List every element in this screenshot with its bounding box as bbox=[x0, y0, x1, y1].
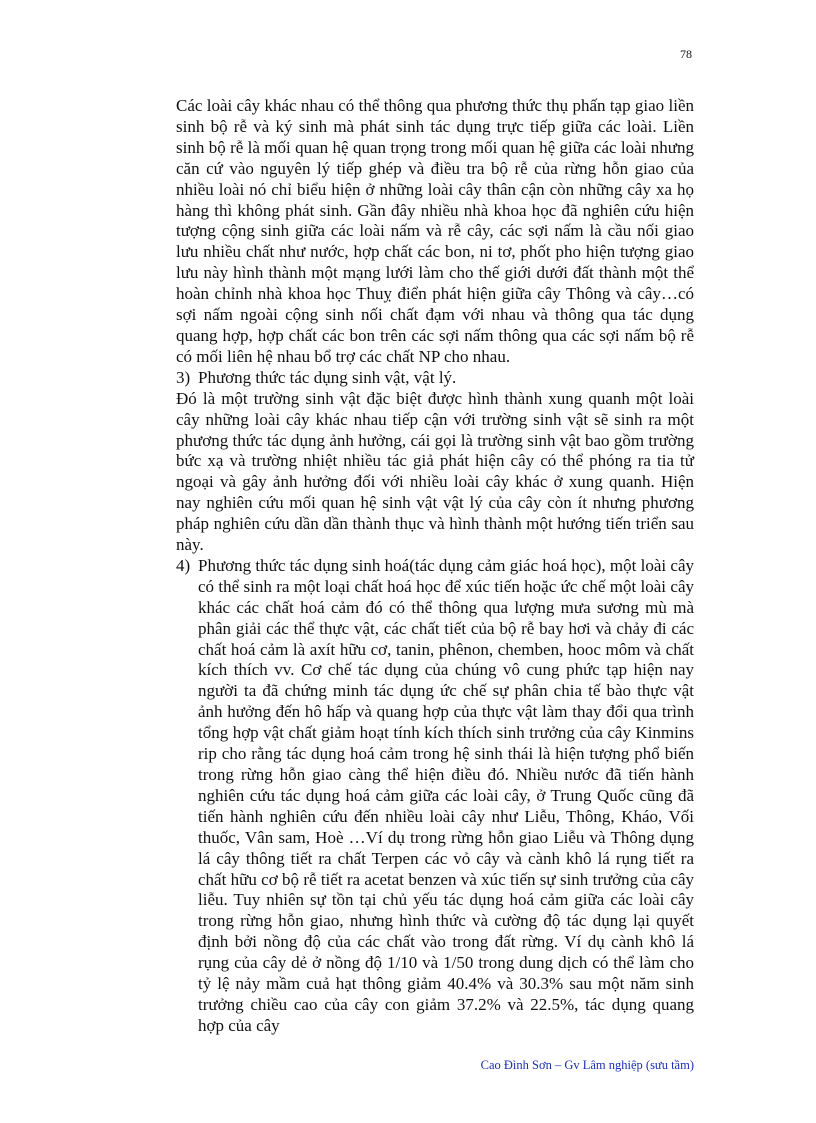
list-heading-3: Phương thức tác dụng sinh vật, vật lý. bbox=[198, 367, 457, 387]
list-item-3 bbox=[176, 368, 694, 389]
paragraph-biophysical: Đó là một trường sinh vật đặc biệt được hình thành xung quanh một loài cây những loài cây khác nhau tiếp cận với trường sinh vật sẽ sinh ra một phương thức tác dụng ảnh hưởng, cái gọi là trường sinh vật bao gồm trường bức xạ và trường nhiệt nhiều tác giả phát hiện cây có thể phóng ra tia tử ngoại và gây ảnh hưởng đối với nhiều loài cây khác ở xung quanh. Hiện nay nghiên cứu mối quan hệ sinh vật vật lý của cây còn ít nhưng phương pháp nghiên cứu dần dần thành thục và hình thành một hướng tiến triển sau này. bbox=[176, 388, 694, 555]
list-item-4 bbox=[176, 556, 694, 1037]
page-body bbox=[176, 96, 694, 1037]
list-text-4: Phương thức tác dụng sinh hoá(tác dụng cảm giác hoá học), một loài cây có thể sinh ra một loại chất hoá học để xúc tiến hoặc ức chế một loài cây khác các chất hoá cảm đó có thể thông qua lượng mưa sương mù mà phân giải các thể thực vật, các chất tiết của bộ rễ bay hơi và chảy đi các chất hoá cảm là axít hữu cơ, tanin, phênon, chemben, hooc môm và chất kích thích vv. Cơ chế tác dụng của chúng vô cung phức tạp hiện nay người ta đã chứng minh tác dụng ức chế sự phân chia tế bào thực vật ảnh hưởng đến hô hấp và quang hợp của thực vật làm thay đổi qua trình tổng hợp vật chất giảm hoạt tính kích thích sinh trưởng của cây Kinmins rip cho rằng tác dụng hoá cảm trong hệ sinh thái là hiện tượng phổ biến trong rừng hỗn giao càng thể hiện điều đó. Nhiều nước đã tiến hành nghiên cứu tác dụng hoá cảm giữa các loài cây, ở Trung Quốc cũng đã tiến hành nghiên cứu đến nhiều loài cây như Liễu, Thông, Kháo, Vối thuốc, Vân sam, Hoè …Ví dụ trong rừng hỗn giao Liễu và Thông dụng lá cây thông tiết ra chất Terpen các vỏ cây và cành khô lá rụng tiết ra chất hữu cơ bộ rễ tiết ra acetat benzen và xúc tiến sự sinh trưởng của cây liễu. Tuy nhiên sự tồn tại chủ yếu tác dụng hoá cảm giữa các loài cây trong rừng hỗn giao, nhưng hình thức và cường độ tác dụng lại quyết định bởi nồng độ của các chất vào trong đất rừng. Ví dụ cành khô lá rụng của cây dẻ ở nồng độ 1/10 và 1/50 trong dung dịch có thể làm cho tỷ lệ nảy mầm cuả hạt thông giảm 40.4% và 30.3% sau một năm sinh trưởng chiều cao của cây con giảm 37.2% và 22.5%, tác dụng quang hợp của cây bbox=[198, 555, 694, 1035]
paragraph-interspecies: Các loài cây khác nhau có thể thông qua phương thức thụ phấn tạp giao liền sinh bộ rễ và ký sinh mà phát sinh tác dụng trực tiếp giữa các loài. Liền sinh bộ rễ là mối quan hệ quan trọng trong mối quan hệ giữa các loài nhưng căn cứ vào nguyên lý tiếp ghép và điều tra bộ rễ của rừng hỗn giao của nhiều loài nó chỉ biểu hiện ở những loài cây thân cận còn những cây xa họ hàng thì không phát sinh. Gần đây nhiều nhà khoa học đã nghiên cứu hiện tượng cộng sinh giữa các loài nấm và rễ cây, các sợi nấm là cầu nối giao lưu nhiều chất như nước, hợp chất các bon, ni tơ, phốt pho hiện tượng giao lưu này hình thành một mạng lưới làm cho thế giới dưới đất thành một thể hoàn chỉnh nhà khoa học Thuỵ điển phát hiện giữa cây Thông và cây…có sợi nấm ngoài cộng sinh nối chất đạm với nhau và thông qua tác dụng quang hợp, hợp chất các bon trên các sợi nấm thông qua các sợi nấm bộ rễ có mối liên hệ nhau bổ trợ các chất NP cho nhau. bbox=[176, 96, 694, 366]
page-number: 78 bbox=[680, 47, 692, 61]
list-number-4: 4) bbox=[176, 555, 191, 575]
footer-credit: Cao Đình Sơn – Gv Lâm nghiệp (sưu tầm) bbox=[480, 1058, 694, 1072]
list-number-3: 3) bbox=[176, 367, 191, 387]
